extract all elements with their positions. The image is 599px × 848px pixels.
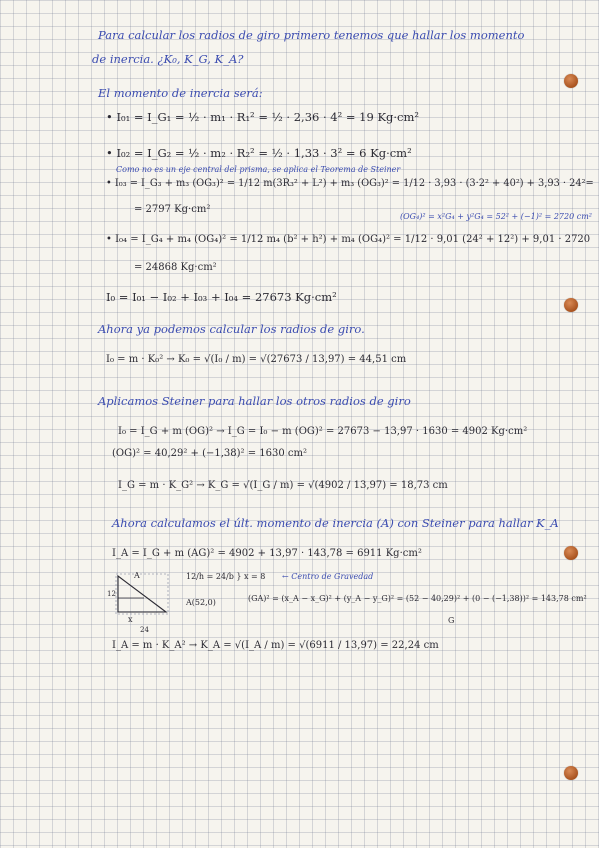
handwritten-line: Ahora ya podemos calcular los radios de giro. [98, 322, 365, 336]
handwritten-line: • I₀₂ = I_G₂ = ½ · m₂ · R₂² = ½ · 1,33 · 3² = 6 Kg·cm² [106, 146, 412, 160]
x-label: x [128, 615, 133, 624]
handwritten-line: I_A = I_G + m (AG)² = 4902 + 13,97 · 143,78 = 6911 Kg·cm² [112, 548, 422, 559]
handwritten-line: Aplicamos Steiner para hallar los otros radios de giro [98, 394, 411, 408]
handwritten-line: (OG)² = 40,29² + (−1,38)² = 1630 cm² [112, 448, 308, 459]
base-label: 24 [140, 626, 149, 634]
handwritten-line: 12/h = 24/b } x = 8 [186, 572, 266, 581]
binder-hole [564, 74, 578, 88]
triangle-shape [118, 576, 166, 612]
handwritten-line: • I₀₃ = I_G₃ + m₃ (OG₃)² = 1/12 m(3R₃² + L²) + m₃ (OG₃)² = 1/12 · 3,93 · (3·2² + 40²) + 3,93 · 24²= [106, 178, 594, 189]
handwritten-line: Para calcular los radios de giro primero tenemos que hallar los momento [98, 28, 525, 42]
triangle-diagram [104, 566, 184, 636]
handwritten-line: (GA)² = (x_A − x_G)² + (y_A − y_G)² = (52 − 40,29)² + (0 − (−1,38))² = 143,78 cm² [248, 594, 587, 603]
handwritten-line: I₀ = m · K₀² → K₀ = √(I₀ / m) = √(27673 / 13,97) = 44,51 cm [106, 354, 407, 365]
handwritten-line: = 24868 Kg·cm² [134, 262, 217, 273]
handwritten-line: ← Centro de Gravedad [282, 572, 374, 581]
handwritten-line: I_A = m · K_A² → K_A = √(I_A / m) = √(6911 / 13,97) = 22,24 cm [112, 640, 439, 651]
handwritten-line: Como no es un eje central del prisma, se aplica el Teorema de Steiner [116, 165, 401, 174]
handwritten-line: Ahora calculamos el últ. momento de inercia (A) con Steiner para hallar K_A [112, 516, 559, 530]
handwritten-line: • I₀₄ = I_G₄ + m₄ (OG₄)² = 1/12 m₄ (b² + h²) + m₄ (OG₄)² = 1/12 · 9,01 (24² + 12²) + 9,01 · 2720 [106, 234, 591, 245]
handwritten-line: de inercia. ¿K₀, K_G, K_A? [92, 52, 244, 66]
binder-hole [564, 766, 578, 780]
handwritten-line: (OG₄)² = x²G₄ + y²G₄ = 52² + (−1)² = 2720 cm² [400, 212, 592, 221]
handwritten-line: = 2797 Kg·cm² [134, 204, 211, 215]
handwritten-line: G [448, 616, 455, 625]
handwritten-line: A(52,0) [186, 598, 216, 607]
handwritten-line: I₀ = I₀₁ − I₀₂ + I₀₃ + I₀₄ = 27673 Kg·cm² [106, 290, 337, 304]
handwritten-line: I_G = m · K_G² → K_G = √(I_G / m) = √(4902 / 13,97) = 18,73 cm [118, 480, 448, 491]
handwritten-line: • I₀₁ = I_G₁ = ½ · m₁ · R₁² = ½ · 2,36 · 4² = 19 Kg·cm² [106, 110, 420, 124]
handwritten-line: I₀ = I_G + m (OG)² → I_G = I₀ − m (OG)² = 27673 − 13,97 · 1630 = 4902 Kg·cm² [118, 426, 528, 437]
binder-hole [564, 298, 578, 312]
handwritten-line: El momento de inercia será: [98, 86, 263, 100]
binder-hole [564, 546, 578, 560]
vertex-a-label: A [134, 571, 140, 580]
height-label: 12 [107, 590, 116, 598]
